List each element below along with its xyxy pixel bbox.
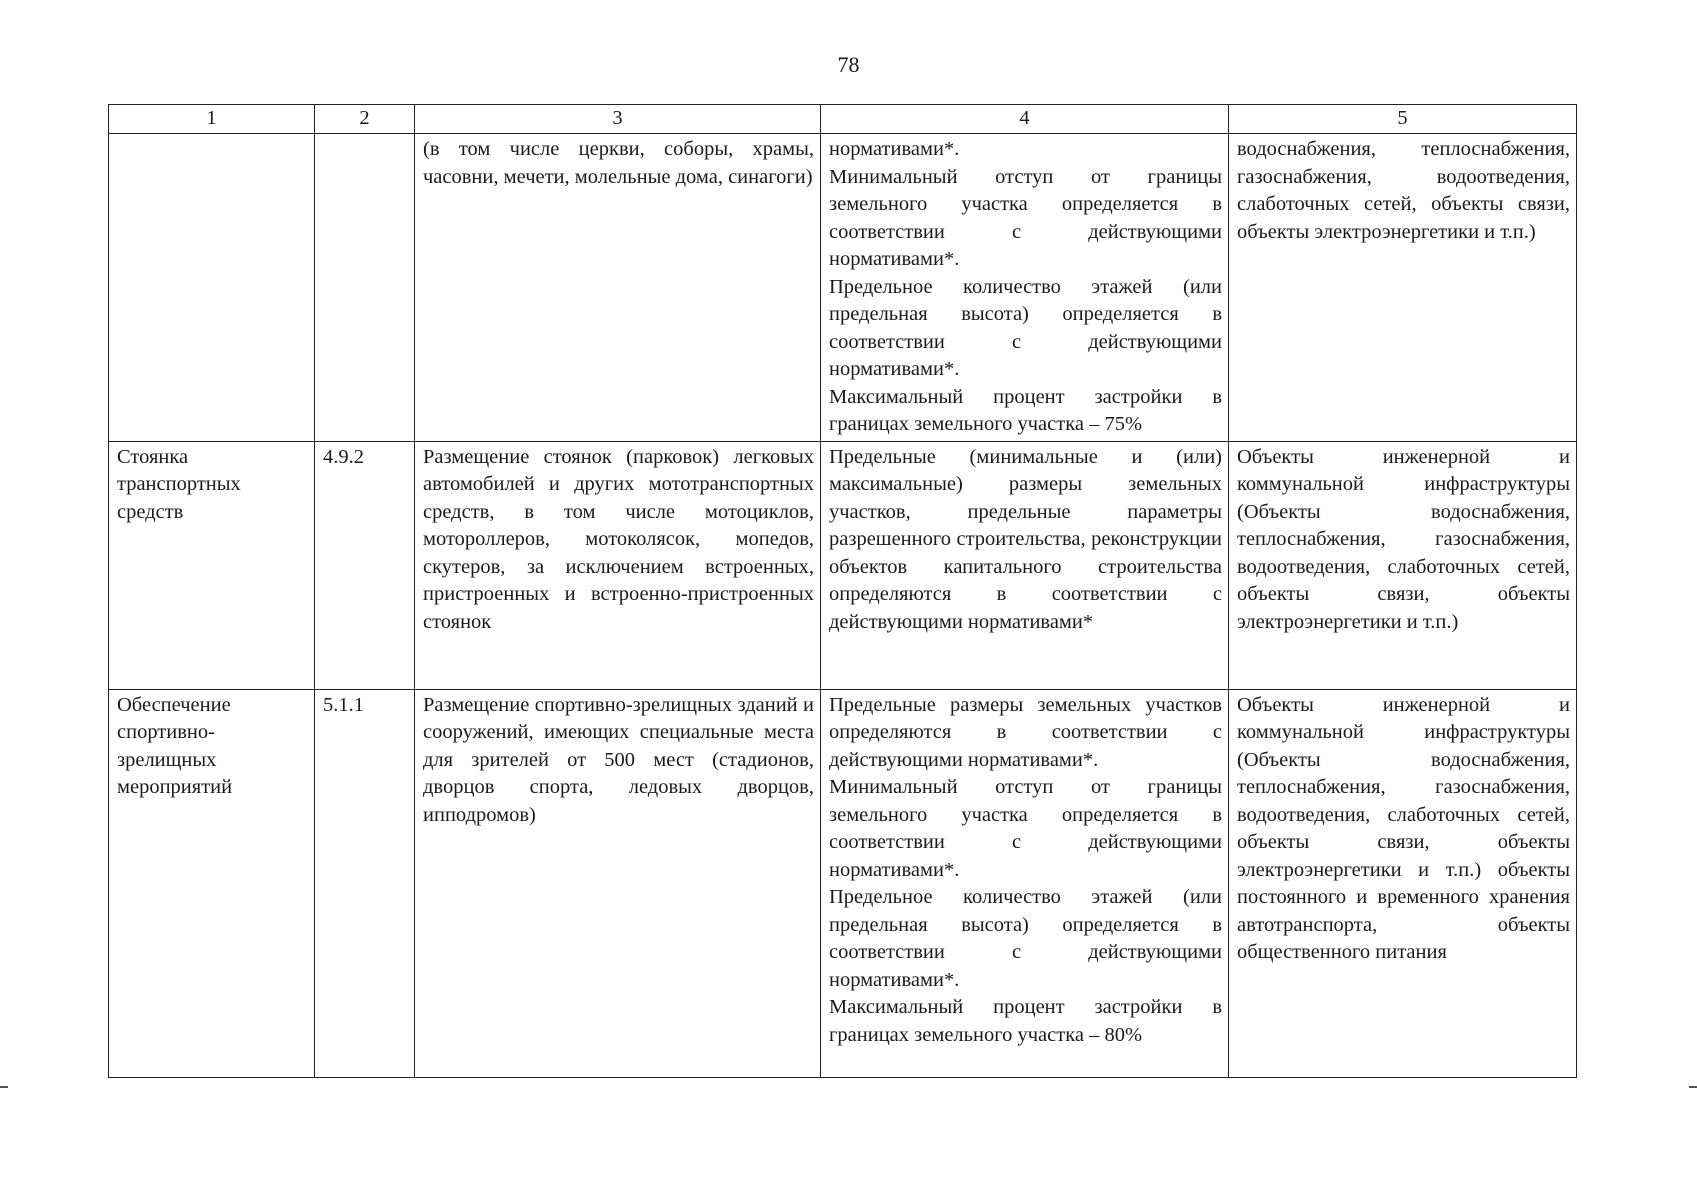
scan-mark-left bbox=[0, 1086, 8, 1088]
parameters-cell bbox=[821, 134, 1229, 442]
use-description-cell: Размещение спортивно-зрелищных зданий и сооружений, имеющих специальные места для зрителей от 500 мест (стадионов, дворцов спорта, ледовых дворцов, ипподромов) bbox=[415, 689, 821, 1077]
table-row bbox=[109, 441, 1577, 689]
parameter-line: нормативами*. bbox=[829, 138, 960, 160]
parameter-line: Максимальный процент застройки в границах земельного участка – 80% bbox=[829, 996, 1222, 1046]
parameter-line: Максимальный процент застройки в границах земельного участка – 75% bbox=[829, 385, 1222, 435]
parameters-cell bbox=[821, 441, 1229, 689]
use-description-cell: Размещение стоянок (парковок) легковых автомобилей и других мототранспортных средств, в том числе мотоциклов, мотороллеров, мотоколясок, мопедов, скутеров, за исключением встроенных, пристроенных и встроенно-пристроенных стоянок bbox=[415, 441, 821, 689]
use-name-cell: Обеспечение спортивно-зрелищных мероприятий bbox=[109, 689, 315, 1077]
header-row bbox=[109, 105, 1577, 134]
auxiliary-uses-cell: водоснабжения, теплоснабжения, газоснабжения, водоотведения, слаботочных сетей, объекты связи, объекты электроэнергетики и т.п.) bbox=[1229, 134, 1577, 442]
table-body bbox=[109, 134, 1577, 1078]
parameter-line: Предельное количество этажей (или предельная высота) определяется в соответствии с действующими нормативами*. bbox=[829, 886, 1222, 991]
use-code-cell: 4.9.2 bbox=[315, 441, 415, 689]
page-number: 78 bbox=[837, 52, 860, 77]
parameter-line: Предельные (минимальные и (или) максимальные) размеры земельных участков, предельные параметры разрешенного строительства, реконструкции объектов капитального строительства определяются в соответствии с действующими нормативами* bbox=[829, 445, 1222, 633]
column-header-3: 3 bbox=[415, 105, 821, 134]
parameters-cell bbox=[821, 689, 1229, 1077]
parameter-line: Предельное количество этажей (или предельная высота) определяется в соответствии с действующими нормативами*. bbox=[829, 275, 1222, 380]
parameter-line: Предельные размеры земельных участков определяются в соответствии с действующими нормативами*. bbox=[829, 693, 1222, 771]
column-header-1: 1 bbox=[109, 105, 315, 134]
use-code-cell bbox=[315, 134, 415, 442]
column-header-4: 4 bbox=[821, 105, 1229, 134]
auxiliary-uses-cell: Объекты инженерной и коммунальной инфраструктуры (Объекты водоснабжения, теплоснабжения, газоснабжения, водоотведения, слаботочных сетей, объекты связи, объекты электроэнергетики и т.п.) bbox=[1229, 441, 1577, 689]
use-code-cell: 5.1.1 bbox=[315, 689, 415, 1077]
table-row bbox=[109, 689, 1577, 1077]
parameter-line: Минимальный отступ от границы земельного участка определяется в соответствии с действующими нормативами*. bbox=[829, 776, 1222, 881]
use-description-cell: (в том числе церкви, соборы, храмы, часовни, мечети, молельные дома, синагоги) bbox=[415, 134, 821, 442]
column-header-5: 5 bbox=[1229, 105, 1577, 134]
table-header bbox=[109, 105, 1577, 134]
zoning-table bbox=[108, 104, 1577, 1078]
use-name-cell: Стоянка транспортных средств bbox=[109, 441, 315, 689]
scan-mark-right bbox=[1689, 1086, 1697, 1088]
auxiliary-uses-cell: Объекты инженерной и коммунальной инфраструктуры (Объекты водоснабжения, теплоснабжения, газоснабжения, водоотведения, слаботочных сетей, объекты связи, объекты электроэнергетики и т.п.) объекты постоянного и временного хранения автотранспорта, объекты общественного питания bbox=[1229, 689, 1577, 1077]
parameter-line: Минимальный отступ от границы земельного участка определяется в соответствии с действующими нормативами*. bbox=[829, 165, 1222, 270]
table-row bbox=[109, 134, 1577, 442]
column-header-2: 2 bbox=[315, 105, 415, 134]
use-name-cell bbox=[109, 134, 315, 442]
